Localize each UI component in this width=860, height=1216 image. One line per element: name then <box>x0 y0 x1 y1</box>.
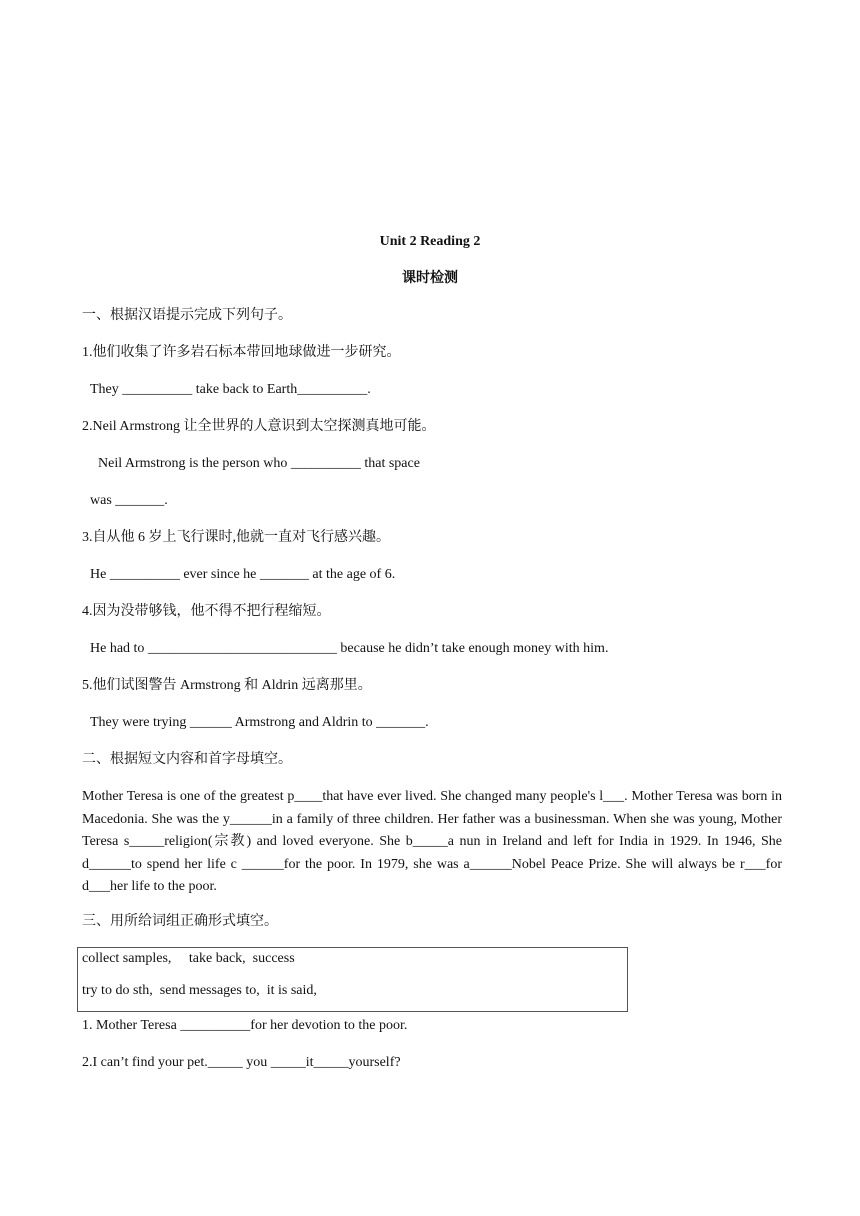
question-4-prompt: 4.因为没带够钱，他不得不把行程缩短。 <box>82 604 331 619</box>
word-bank-line: collect samples, take back, success <box>82 951 295 966</box>
section-3-item-1: 1. Mother Teresa __________for her devotion to the poor. <box>82 1018 408 1033</box>
word-bank-box <box>77 947 628 1012</box>
page-title: Unit 2 Reading 2 <box>379 234 481 249</box>
question-2-answer: Neil Armstrong is the person who __________ that space <box>98 456 420 471</box>
question-2-answer-cont: was _______. <box>90 493 168 508</box>
question-2-prompt: 2.Neil Armstrong 让全世界的人意识到太空探测真地可能。 <box>82 419 436 434</box>
question-5-prompt: 5.他们试图警告 Armstrong 和 Aldrin 远离那里。 <box>82 678 372 693</box>
page-subtitle: 课时检测 <box>402 271 458 286</box>
question-4-answer: He had to ___________________________ because he didn’t take enough money with him. <box>90 641 609 656</box>
section-3-heading: 三、用所给词组正确形式填空。 <box>82 914 278 929</box>
question-1-prompt: 1.他们收集了许多岩石标本带回地球做进一步研究。 <box>82 345 401 360</box>
section-3-item-2: 2.I can’t find your pet._____ you _____it_____yourself? <box>82 1055 401 1070</box>
question-1-answer: They __________ take back to Earth__________. <box>90 382 371 397</box>
section-2-heading: 二、根据短文内容和首字母填空。 <box>82 752 292 767</box>
question-5-answer: They were trying ______ Armstrong and Aldrin to _______. <box>90 715 429 730</box>
word-bank-line: try to do sth, send messages to, it is said, <box>82 983 317 998</box>
question-3-answer: He __________ ever since he _______ at the age of 6. <box>90 567 396 582</box>
question-3-prompt: 3.自从他 6 岁上飞行课时,他就一直对飞行感兴趣。 <box>82 530 390 545</box>
section-1-heading: 一、根据汉语提示完成下列句子。 <box>82 308 292 323</box>
cloze-passage: Mother Teresa is one of the greatest p____that have ever lived. She changed many people's l___. Mother Teresa was born in Macedonia. She was the y______in a family of three children. Her father was a businessman. When she was young, Mother Teresa s_____religion(宗教) and loved everyone. She b_____a nun in Ireland and left for India in 1929. In 1946, She d______to spend her life c ______for the poor. In 1979, she was a______Nobel Peace Prize. She will always be r___for d___her life to the poor. <box>82 789 782 895</box>
